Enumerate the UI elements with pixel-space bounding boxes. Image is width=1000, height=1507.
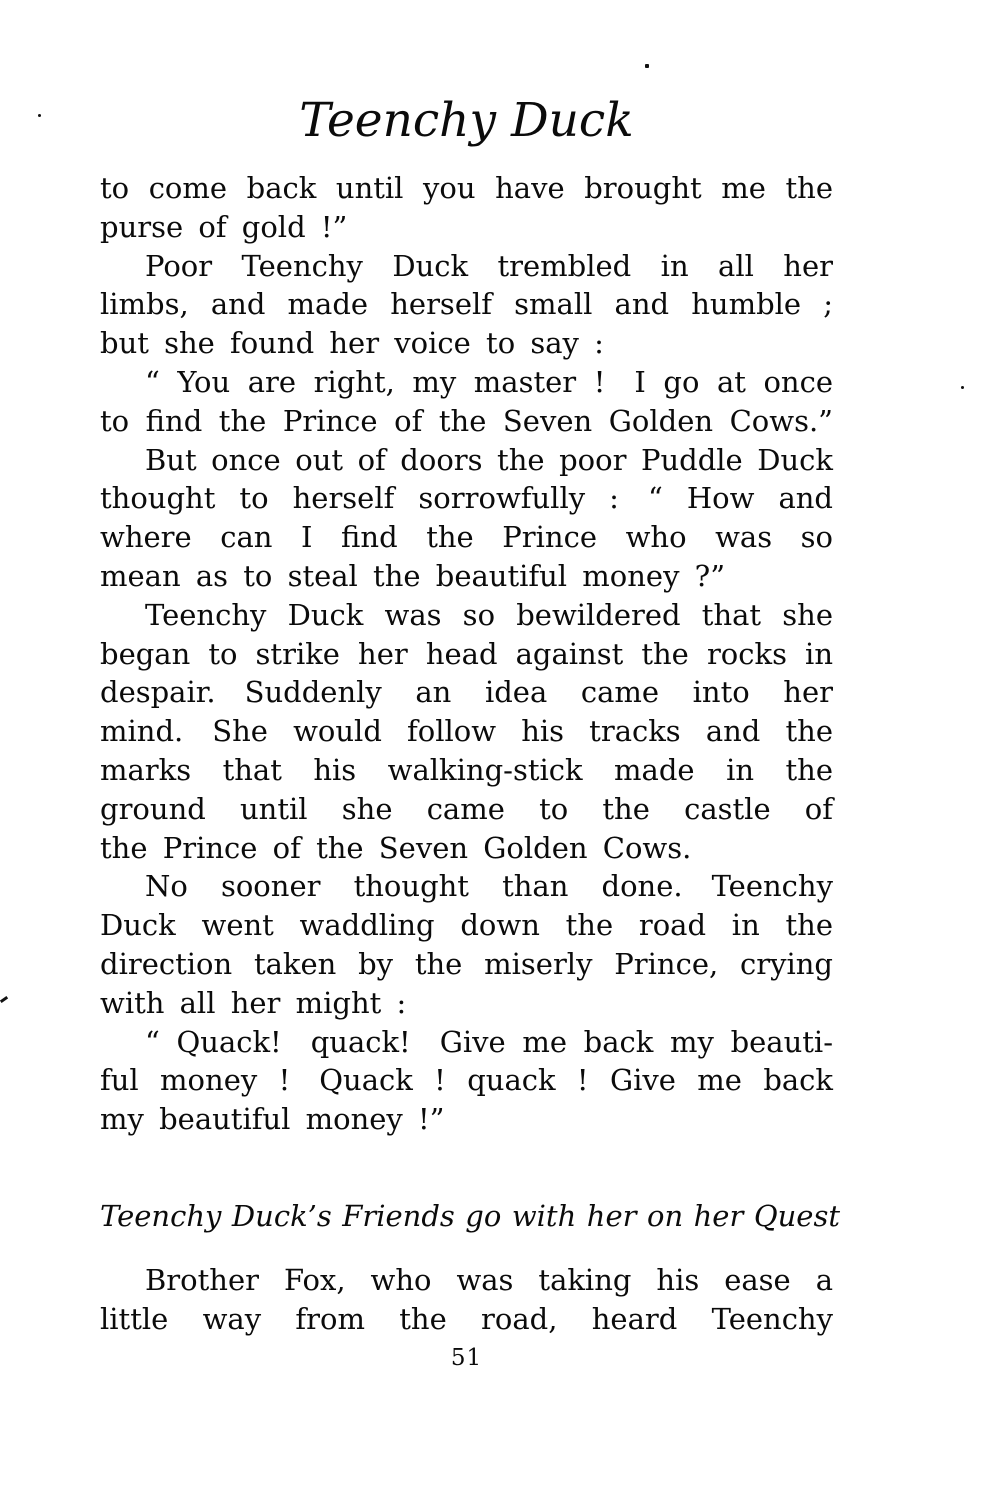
text-line: to come back until you have brought me the: [100, 171, 833, 205]
text-line: where can I find the Prince who was so: [100, 520, 833, 555]
text-line: “ Quack! quack! Give me back my beauti-: [145, 1024, 833, 1059]
text-line: the Prince of the Seven Golden Cows.: [100, 830, 692, 865]
text-line: Poor Teenchy Duck trembled in all her: [145, 248, 833, 283]
text-line: Duck went waddling down the road in the: [100, 908, 833, 943]
text-line: Brother Fox, who was taking his ease a: [145, 1263, 833, 1297]
page-title: Teenchy Duck: [299, 93, 634, 148]
text-line: marks that his walking-stick made in the: [100, 752, 833, 787]
text-line: No sooner thought than done. Teenchy: [145, 869, 833, 904]
text-line: Teenchy Duck was so bewildered that she: [145, 597, 833, 632]
ink-speck: [645, 64, 649, 68]
text-line: ground until she came to the castle of: [100, 791, 833, 826]
text-line: limbs, and made herself small and humble ;: [100, 287, 833, 322]
text-line: began to strike her head against the rocks in: [100, 636, 833, 671]
body-text: [100, 169, 833, 1139]
ink-speck: [38, 114, 41, 117]
page-number: 51: [450, 1345, 483, 1371]
text-line: little way from the road, heard Teenchy: [100, 1301, 833, 1336]
text-line: purse of gold !”: [100, 209, 348, 244]
section-heading: Teenchy Duck’s Friends go with her on her Quest: [100, 1199, 840, 1233]
text-line: mind. She would follow his tracks and the: [100, 714, 833, 749]
text-line: “ You are right, my master ! I go at once: [145, 364, 833, 399]
text-line: ful money ! Quack ! quack ! Give me back: [100, 1063, 833, 1098]
text-line: my beautiful money !”: [100, 1102, 445, 1137]
text-line: mean as to steal the beautiful money ?”: [100, 558, 726, 593]
text-line: direction taken by the miserly Prince, crying: [100, 946, 833, 981]
text-line: But once out of doors the poor Puddle Duck: [145, 442, 833, 477]
ink-speck: [961, 386, 964, 389]
text-line: but she found her voice to say :: [100, 326, 604, 361]
section-body-text: [100, 1261, 833, 1339]
ink-speck: [0, 996, 8, 1003]
text-line: thought to herself sorrowfully : “ How and: [100, 481, 833, 516]
text-line: to find the Prince of the Seven Golden Cows.”: [100, 403, 833, 438]
text-line: with all her might :: [100, 985, 407, 1020]
text-line: despair. Suddenly an idea came into her: [100, 675, 833, 710]
